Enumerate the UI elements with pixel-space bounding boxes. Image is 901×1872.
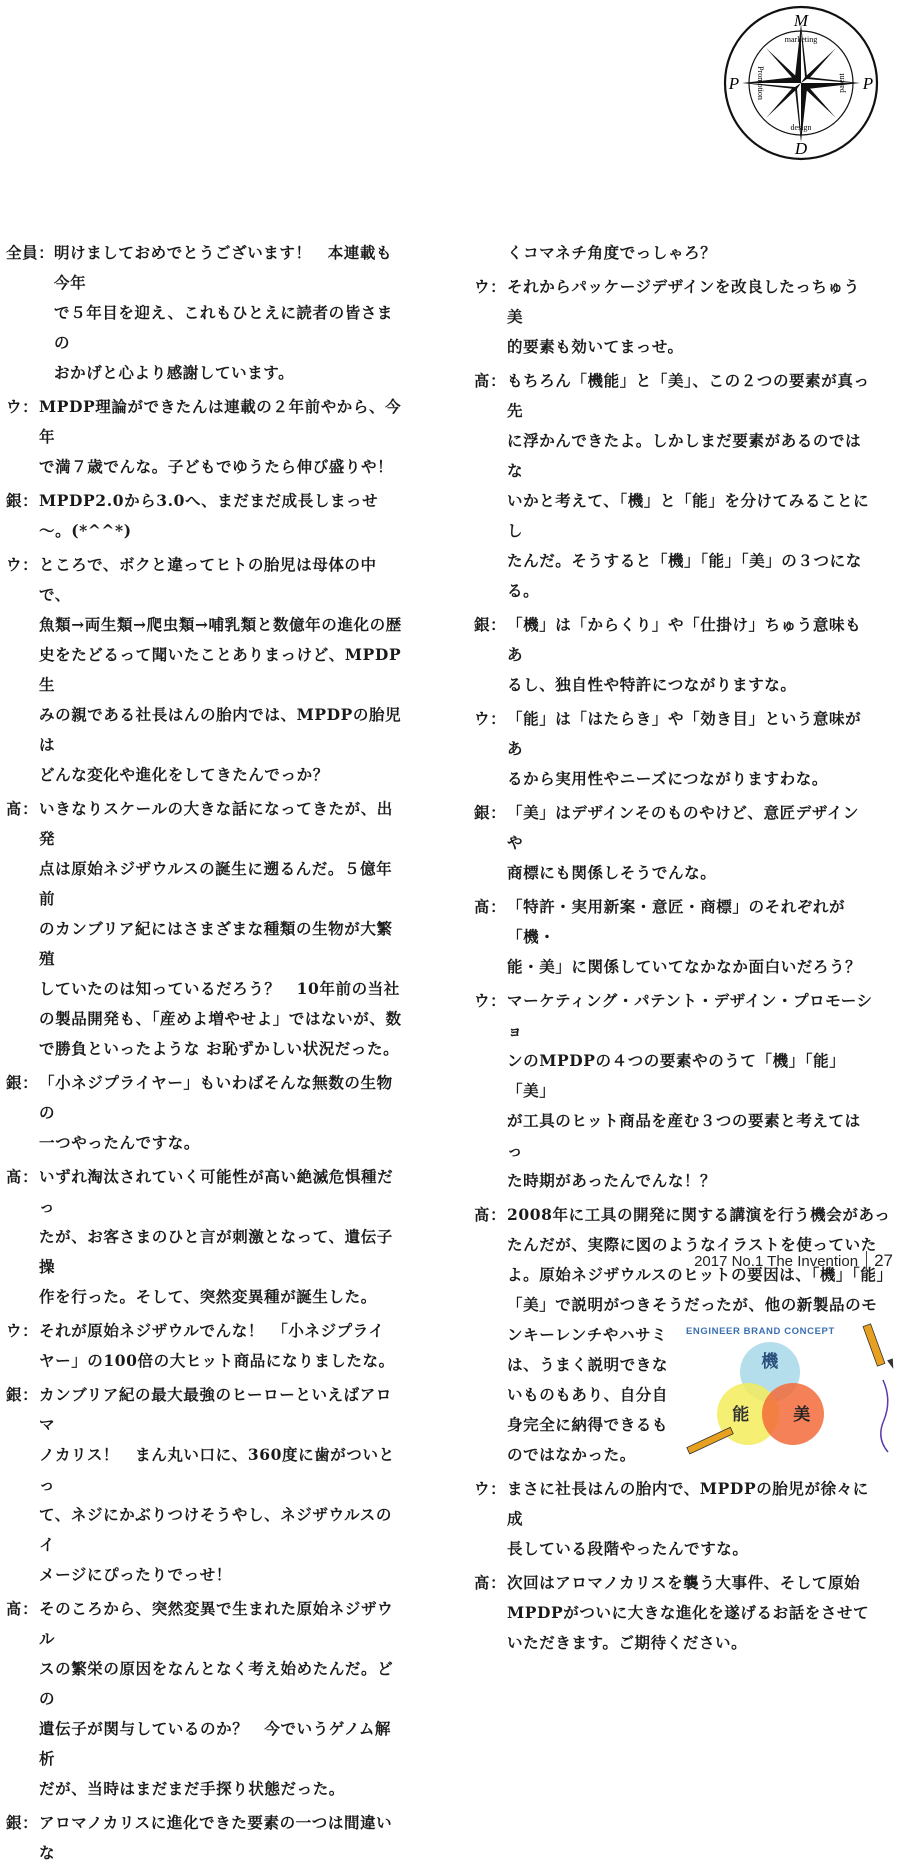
logo-letter-m: M	[793, 11, 809, 30]
dialogue-line: みの親である社長はんの胎内では、MPDPの胎児は	[39, 705, 402, 754]
logo-word-marketing: marketing	[784, 35, 818, 44]
dialogue-text	[507, 704, 874, 794]
speaker-label: ウ：	[6, 397, 39, 416]
speaker-label: 全員：	[6, 243, 55, 262]
dialogue-line: 史をたどるって聞いたことありまっけど、MPDP生	[39, 645, 402, 694]
dialogue-line: いかと考えて、「機」と「能」を分けてみることにし	[507, 491, 870, 540]
dialogue-line: メージにぴったりでっせ！	[39, 1565, 232, 1584]
figure-label-nou: 能	[732, 1405, 750, 1425]
speaker-label: 銀：	[6, 1385, 39, 1404]
figure-label-bi: 美	[793, 1405, 811, 1425]
dialogue-text	[39, 1808, 406, 1868]
speaker-label: 銀：	[6, 491, 39, 510]
dialogue-line: まさに社長はんの胎内で、MPDPの胎児が徐々に成	[507, 1479, 869, 1528]
pencil-icon-top	[863, 1324, 896, 1370]
speaker-label: 髙：	[474, 371, 507, 390]
dialogue-line: MPDP理論ができたんは連載の２年前やから、今年	[39, 397, 402, 446]
dialogue-entry	[6, 1316, 406, 1376]
dialogue-line: た時期があったんでんな！？	[507, 1171, 717, 1190]
speaker-label: 髙：	[474, 897, 507, 916]
dialogue-entry	[6, 392, 406, 482]
dialogue-line: していたのは知っているだろう？ 10年前の当社	[39, 979, 400, 998]
dialogue-line: 能・美」に関係していてなかなか面白いだろう？	[507, 957, 862, 976]
dialogue-line: 魚類→両生類→爬虫類→哺乳類と数億年の進化の歴	[39, 615, 402, 634]
dialogue-line: たんだ。そうすると「機」「能」「美」の３つになる。	[507, 551, 862, 600]
dialogue-text	[507, 798, 874, 888]
dialogue-line: で満７歳でんな。子どもでゆうたら伸び盛りや！	[39, 457, 394, 476]
dialogue-line: いきなりスケールの大きな話になってきたが、出発	[39, 799, 393, 848]
dialogue-line: るから実用性やニーズにつながりますわな。	[507, 769, 828, 788]
speaker-label: 髙：	[6, 1599, 39, 1618]
speaker-label: 銀：	[474, 803, 507, 822]
dialogue-text: 2008年に工具の開発に関する講演を行う機会があっ たんだが、実際に図のようなイラストを使っていた よ。原始ネジザウルスのヒットの要因は、「機」「能」 「美」で説明がつきそうだったが、他の新製品のモ ンキーレンチやハサミ は、うまく説明できな いものもあり、自分自 身完全に納得できるも のではなかった。 ENGINEER BRAND CONCEPT 機 能 美	[507, 1200, 900, 1470]
dialogue-line: 「美」はデザインそのものやけど、意匠デザインや	[507, 803, 860, 852]
dialogue-text	[39, 1162, 406, 1312]
dialogue-line: カンブリア紀の最大最強のヒーローといえばアロマ	[39, 1385, 392, 1434]
dialogue-line: そのころから、突然変異で生まれた原始ネジザウル	[39, 1599, 394, 1648]
dialogue-line: マーケティング・パテント・デザイン・プロモーショ	[507, 991, 873, 1040]
speaker-label: 髙：	[6, 799, 39, 818]
dialogue-line: 作を行った。そして、突然変異種が誕生した。	[39, 1287, 377, 1306]
dialogue-text	[39, 550, 406, 790]
speaker-label: ウ：	[474, 1479, 507, 1498]
pencil-icon-bottom	[687, 1427, 733, 1454]
speaker-label: ウ：	[474, 991, 507, 1010]
dialogue-line: 商標にも関係しそうでんな。	[507, 863, 717, 882]
dialogue-entry	[6, 794, 406, 1064]
dialogue-entry	[474, 986, 874, 1196]
dialogue-entry	[474, 1474, 874, 1564]
dialogue-text	[507, 986, 874, 1196]
dialogue-line: ところで、ボクと違ってヒトの胎児は母体の中で、	[39, 555, 377, 604]
logo-letter-d: D	[794, 139, 808, 158]
dialogue-text	[39, 486, 406, 546]
logo-word-patent: patent	[837, 73, 846, 93]
figure-label-ki: 機	[761, 1352, 779, 1372]
dialogue-line: 明けましておめでとうございます！ 本連載も今年	[54, 243, 393, 292]
figure-row	[507, 1320, 900, 1470]
dialogue-line: アロマノカリスに進化できた要素の一つは間違いな	[39, 1813, 393, 1862]
dialogue-line: スの繁栄の原因をなんとなく考え始めたんだ。どの	[39, 1659, 394, 1708]
dialogue-line: が工具のヒット商品を産む３つの要素と考えてはっ	[507, 1111, 861, 1160]
dialogue-line: MPDPがついに大きな進化を遂げるお話をさせて	[507, 1603, 870, 1622]
dialogue-line: いただきます。ご期待ください。	[507, 1633, 748, 1652]
dialogue-line: 的要素も効いてまっせ。	[507, 337, 684, 356]
figure-title: ENGINEER BRAND CONCEPT	[686, 1326, 835, 1337]
page-footer	[694, 1248, 893, 1274]
logo-word-promotion: Promotion	[756, 66, 765, 100]
dialogue-text	[39, 1594, 406, 1804]
dialogue-line: それからパッケージデザインを改良したっちゅう美	[507, 277, 860, 326]
engineer-brand-concept-figure	[678, 1320, 900, 1460]
left-column	[6, 238, 406, 1872]
logo-word-design: design	[790, 123, 812, 132]
logo-letter-p-right: P	[862, 74, 874, 93]
dialogue-entry	[6, 238, 406, 388]
dialogue-entry	[474, 798, 874, 888]
dialogue-line: で５年目を迎え、これもひとえに読者の皆さまの	[54, 303, 394, 352]
dialogue-line: ンのMPDPの４つの要素やのうて「機」「能」「美」	[507, 1051, 846, 1100]
dialogue-text	[39, 1068, 406, 1158]
dialogue-text	[507, 1474, 874, 1564]
dialogue-line: に浮かんできたよ。しかしまだ要素があるのではな	[507, 431, 862, 480]
speaker-label: 銀：	[6, 1073, 39, 1092]
logo-letter-p-left: P	[728, 74, 740, 93]
pencil-stroke	[881, 1380, 888, 1452]
dialogue-text	[39, 1380, 406, 1590]
speaker-label: 髙：	[474, 1573, 507, 1592]
dialogue-text	[507, 272, 874, 362]
dialogue-entry	[474, 704, 874, 794]
dialogue-text	[507, 892, 874, 982]
dialogue-line: るし、独自性や特許につながりますな。	[507, 675, 797, 694]
dialogue-entry	[474, 610, 874, 700]
dialogue-line: MPDP2.0から3.0へ、まだまだ成長しまっせ～。(*^^*)	[39, 491, 379, 540]
dialogue-text	[39, 794, 406, 1064]
speaker-label: ウ：	[6, 1321, 39, 1340]
dialogue-line: もちろん「機能」と「美」、この２つの要素が真っ先	[507, 371, 870, 420]
figure-side-text: ンキーレンチやハサミ は、うまく説明できな いものもあり、自分自 身完全に納得できるも のではなかった。	[507, 1325, 669, 1464]
dialogue-line: 一つやったんですな。	[39, 1133, 201, 1152]
dialogue-line: 次回はアロマノカリスを襲う大事件、そして原始	[507, 1573, 861, 1592]
speaker-label: ウ：	[474, 277, 507, 296]
speaker-label: 髙：	[474, 1205, 507, 1224]
dialogue-entry	[6, 1594, 406, 1804]
dialogue-line: 「能」は「はたらき」や「効き目」という意味があ	[507, 709, 862, 758]
dialogue-line: のカンブリア紀にはさまざまな種類の生物が大繁殖	[39, 919, 393, 968]
issue-label: 2017 No.1 The Invention	[694, 1252, 859, 1270]
dialogue-line: おかげと心より感謝しています。	[54, 363, 295, 382]
dialogue-entry	[6, 1068, 406, 1158]
dialogue-text	[507, 366, 874, 606]
dialogue-entry	[474, 366, 874, 606]
dialogue-line: 長している段階やったんですな。	[507, 1539, 749, 1558]
dialogue-entry	[6, 1162, 406, 1312]
dialogue-entry	[6, 1380, 406, 1590]
dialogue-line: ノカリス！ まん丸い口に、360度に歯がついとっ	[39, 1445, 395, 1494]
dialogue-text	[507, 1568, 874, 1658]
speaker-label: 銀：	[6, 1813, 39, 1832]
page-number: 27	[866, 1251, 893, 1271]
dialogue-line: だが、当時はまだまだ手探り状態だった。	[39, 1779, 345, 1798]
dialogue-text	[39, 392, 406, 482]
speaker-label: ウ：	[6, 555, 39, 574]
dialogue-line: 「小ネジプライヤー」もいわばそんな無数の生物の	[39, 1073, 393, 1122]
dialogue-line: それが原始ネジザウルでんな！ 「小ネジプライ	[39, 1321, 385, 1340]
dialogue-line: ヤー」の100倍の大ヒット商品になりましたな。	[39, 1351, 395, 1370]
dialogue-entry	[474, 1568, 874, 1658]
dialogue-entry	[474, 892, 874, 982]
mpdp-logo	[706, 4, 896, 162]
dialogue-line: たが、お客さまのひと言が刺激となって、遺伝子操	[39, 1227, 393, 1276]
dialogue-entry	[6, 1808, 406, 1868]
dialogue-line: いずれ淘汰されていく可能性が高い絶滅危惧種だっ	[39, 1167, 394, 1216]
dialogue-line: 「特許・実用新案・意匠・商標」のそれぞれが「機・	[507, 897, 846, 946]
dialogue-entry	[6, 486, 406, 546]
dialogue-line: の製品開発も、「産めよ増やせよ」ではないが、数	[39, 1009, 402, 1028]
continuation-line: くコマネチ角度でっしゃろ？	[507, 243, 717, 262]
speaker-label: 銀：	[474, 615, 507, 634]
dialogue-text	[39, 1316, 406, 1376]
dialogue-line: で勝負といったような お恥ずかしい状況だった。	[39, 1039, 400, 1058]
dialogue-text	[54, 238, 406, 388]
dialogue-line: どんな変化や進化をしてきたんでっか？	[39, 765, 329, 784]
dialogue-line: て、ネジにかぶりつけそうやし、ネジザウルスのイ	[39, 1505, 392, 1554]
dialogue-entry	[6, 550, 406, 790]
dialogue-text	[507, 610, 874, 700]
speaker-label: 髙：	[6, 1167, 39, 1186]
dialogue-line: 遺伝子が関与しているのか？ 今でいうゲノム解析	[39, 1719, 392, 1768]
dialogue-line: 点は原始ネジザウルスの誕生に遡るんだ。５億年前	[39, 859, 393, 908]
speaker-label: ウ：	[474, 709, 507, 728]
dialogue-line: 「機」は「からくり」や「仕掛け」ちゅう意味もあ	[507, 615, 862, 664]
dialogue-entry	[474, 272, 874, 362]
